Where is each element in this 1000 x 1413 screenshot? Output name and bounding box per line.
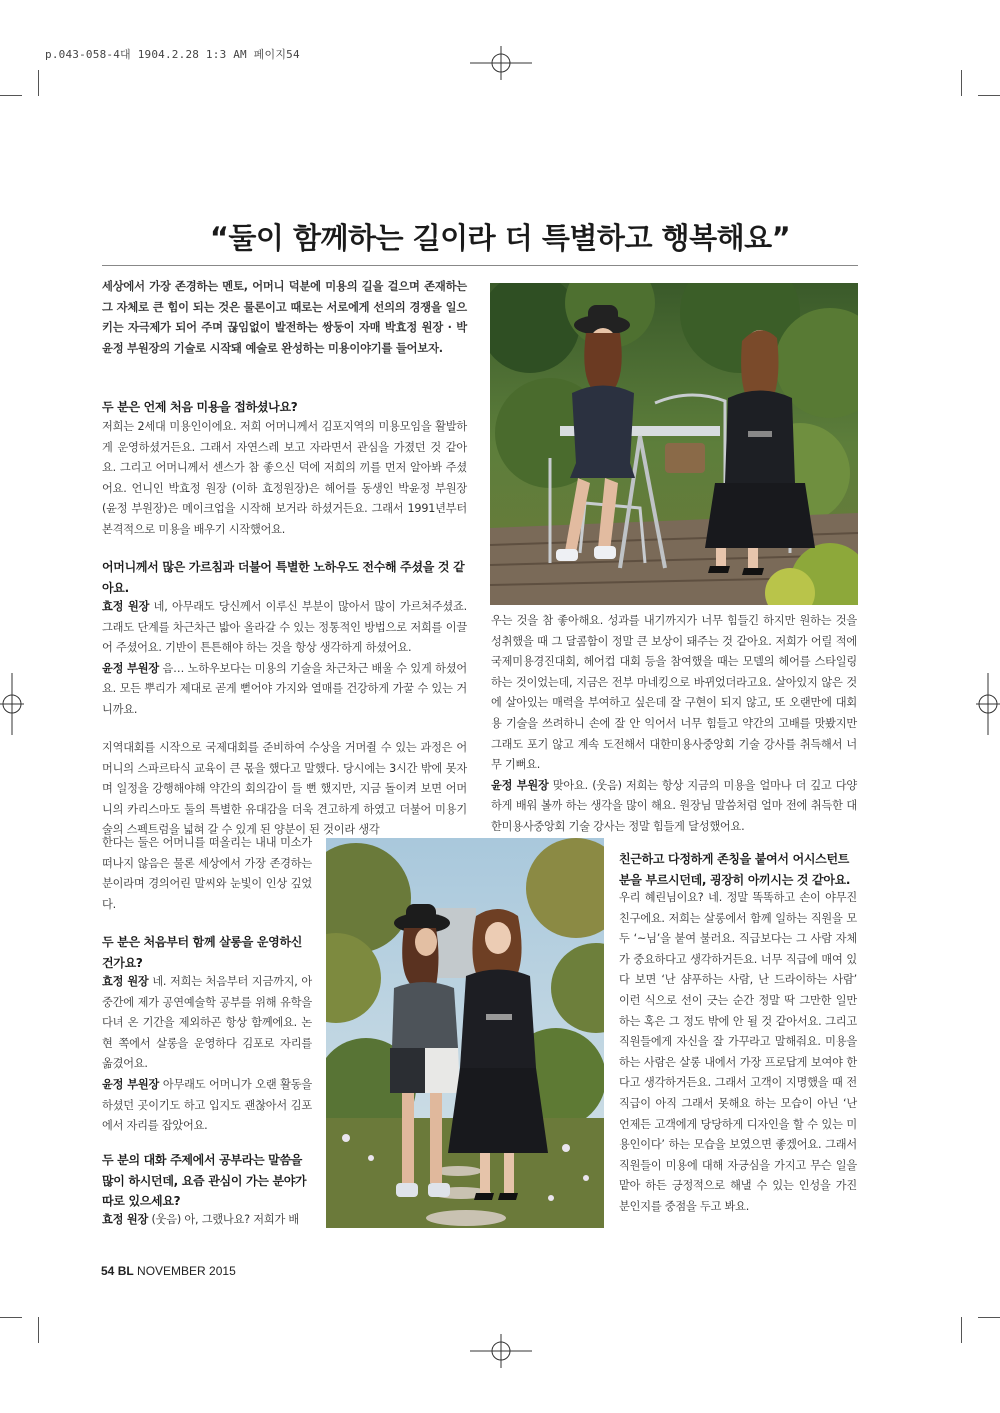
photo-sisters-seated: [490, 283, 858, 605]
answer-4-start: [102, 1210, 312, 1231]
answer-text: 맞아요. (웃음) 저희는 항상 지금의 미용을 얼마나 더 깊고 다양하게 배워 볼까 하는 생각을 많이 해요. 원장님 말씀처럼 얼마 전에 취득한 대한미용사중앙회 기술 강사는 정말 힘들게 달성했어요.: [491, 778, 857, 833]
question-4: 두 분의 대화 주제에서 공부라는 말씀을 많이 하시던데, 요즘 관심이 가는 분야가 따로 있으세요?: [102, 1153, 307, 1209]
crop-mark: [38, 1317, 39, 1343]
speaker-label: 윤정 부원장: [102, 1077, 160, 1091]
question-3: 두 분은 처음부터 함께 살롱을 운영하신건가요?: [102, 935, 303, 970]
narrative-paragraph: 지역대회를 시작으로 국제대회를 준비하여 수상을 거머쥘 수 있는 과정은 어머니의 스파르타식 교육이 큰 몫을 했다고 말했다. 당시에는 3시간 밖에 못자며 일정을 강행해야해 약간의 회의감이 들 뻔 했지만, 지금 돌이켜 보면 어머니의 카리스마도 둘의 특별한 유대감을 더욱 견고하게 하였고 더불어 미용기술의 스펙트럼을 넓혀 갈 수 있게 된 양분이 된 것이라 생각: [102, 741, 467, 837]
crop-mark: [0, 1317, 22, 1318]
question-5: 친근하고 다정하게 존칭을 붙여서 어시스턴트 분을 부르시던데, 굉장히 아끼시는 것 같아요.: [619, 852, 851, 887]
answer-text: (웃음) 아, 그랬나요? 저희가 배: [148, 1213, 300, 1226]
speaker-label: 효정 원장: [102, 600, 150, 613]
answer-5: 우리 혜린님이요? 네. 정말 똑똑하고 손이 야무진 친구에요. 저희는 살롱에서 함께 일하는 직원을 모두 ‘~님’을 붙여 불러요. 직급보다는 그 사람 자체가 중요하다고 생각하거든요. 너무 직급에 매여 있다 보면 ‘난 샴푸하는 사람, 난 드라이하는 사람’ 이런 식으로 선이 긋는 순간 정말 딱 그만한 일만 하는 혹은 그 정도 밖에 안 될 것 같아서요. 그리고 직원들에게 자신을 잘 가꾸라고 말해줘요. 미용을 하는 사람은 살롱 내에서 가장 프로답게 보여야 한다고 생각하거든요. 그래서 고객이 지명했을 때 전 직급이 아직 그래서 못해요 하는 모습이 아닌 ‘난 언제든 고객에게 당당하게 디자인을 할 수 있는 미용인이다’ 하는 모습을 보였으면 좋겠어요. 그래서 직원들이 미용에 대해 자긍심을 가지고 무슨 일을 맡아 하든 긍정적으로 해낼 수 있는 인성을 가진 분인지를 중점을 두고 봐요.: [619, 891, 857, 1213]
crop-mark: [0, 95, 22, 96]
answer-text: 우는 것을 참 좋아해요. 성과를 내기까지가 너무 힘들긴 하지만 원하는 것을 성취했을 때 그 달콤함이 정말 큰 보상이 돼주는 것 같아요. 저희가 어릴 적에 국제미용경진대회, 헤어컵 대회 등을 참여했을 때는 모델의 헤어를 스타일링 하는 것이었는데, 지금은 전부 마네킹으로 바뀌었더라고요. 살아있지 않은 것에 살아있는 매력을 부여하고 싶은데 잘 구현이 되지 않고, 또 오랜만에 대회용 기술을 쓰려하니 손에 잘 안 익어서 너무 힘들고 약간의 고배를 맛봤지만 그래도 포기 않고 계속 도전해서 대한미용사중앙회 기술 강사를 취득해서 너무 기뻐요.: [491, 614, 857, 772]
question-2: 어머니께서 많은 가르침과 더불어 특별한 노하우도 전수해 주셨을 것 같아요.: [102, 560, 465, 595]
magazine-name: BL: [117, 1264, 134, 1278]
lead-paragraph: 세상에서 가장 존경하는 멘토, 어머니 덕분에 미용의 길을 걸으며 존재하는 그 자체로 큰 힘이 되는 것은 물론이고 때로는 서로에게 선의의 경쟁을 일으키는 자극제가 되어 주며 끊임없이 발전하는 쌍둥이 자매 박효정 원장 · 박윤정 부원장의 기술로 시작돼 예술로 완성하는 미용이야기를 들어보자.: [102, 280, 467, 355]
answer-4-cont: [491, 611, 857, 838]
photo-sisters-standing: [326, 838, 604, 1228]
answer-text: 아무래도 어머니가 오랜 활동을 하셨던 곳이기도 하고 입지도 괜찮아서 김포에서 자리를 잡았어요.: [102, 1077, 312, 1133]
registration-mark-top: [470, 46, 532, 80]
speaker-label: 윤정 부원장: [491, 778, 549, 792]
crop-mark: [961, 70, 962, 96]
speaker-label: 윤정 부원장: [102, 661, 159, 675]
crop-mark: [38, 70, 39, 96]
answer-2: [102, 597, 467, 721]
answer-1: 저희는 2세대 미용인이에요. 저희 어머니께서 김포지역의 미용모임을 활발하게 운영하셨거든요. 그래서 자연스레 보고 자라면서 관심을 가졌던 것 같아요. 그리고 어머니께서 센스가 참 좋으신 덕에 저희의 끼를 먼저 알아봐 주셨어요. 언니인 박효정 원장 (이하 효정원장)은 헤어를 동생인 박윤정 부원장 (윤정 부원장)은 메이크업을 시작해 보거라 하셨거든요. 그래서 1991년부터 본격적으로 미용을 배우기 시작했어요.: [102, 420, 467, 536]
registration-mark-left: [0, 673, 24, 735]
crop-mark: [961, 1317, 962, 1343]
print-slug: p.043-058-4대 1904.2.28 1:3 AM 페이지54: [45, 48, 300, 61]
page-number: 54: [101, 1264, 115, 1278]
registration-mark-bottom: [470, 1334, 532, 1368]
page-folio: [101, 1264, 236, 1278]
answer-text: 네, 아무래도 당신께서 이루신 부분이 많아서 많이 가르쳐주셨죠. 그래도 단계를 차근차근 밟아 올라갈 수 있는 정통적인 방법으로 저희를 이끌어 주셨어요. 기반이 튼튼해야 하는 것을 항상 생각하게 하셨어요.: [102, 600, 467, 655]
registration-mark-right: [976, 673, 1000, 735]
title-rule: [102, 265, 858, 266]
issue-date: NOVEMBER 2015: [137, 1264, 236, 1278]
answer-text: 네. 저희는 처음부터 지금까지, 아 중간에 제가 공연예술학 공부를 위해 유학을 다녀 온 기간을 제외하곤 항상 함께에요. 논현 쪽에서 살롱을 운영하다 김포로 자리를 옮겼어요.: [102, 975, 313, 1071]
answer-text: 음… 노하우보다는 미용의 기술을 차근차근 배울 수 있게 하셨어요. 모든 뿌리가 제대로 곧게 뻗어야 가지와 열매를 건강하게 가꿀 수 있는 거니까요.: [102, 661, 467, 716]
speaker-label: 효정 원장: [102, 1213, 149, 1226]
article-title: “둘이 함께하는 길이라 더 특별하고 행복해요”: [209, 221, 791, 255]
question-1: 두 분은 언제 처음 미용을 접하셨나요?: [102, 400, 298, 414]
crop-mark: [978, 95, 1000, 96]
narrative-paragraph-cont: 한다는 둘은 어머니를 떠올리는 내내 미소가 떠나지 않음은 물론 세상에서 가장 존경하는 분이라며 경의어린 말씨와 눈빛이 인상 깊었다.: [102, 836, 312, 911]
crop-mark: [978, 1317, 1000, 1318]
answer-3: [102, 972, 312, 1137]
speaker-label: 효정 원장: [102, 975, 149, 988]
